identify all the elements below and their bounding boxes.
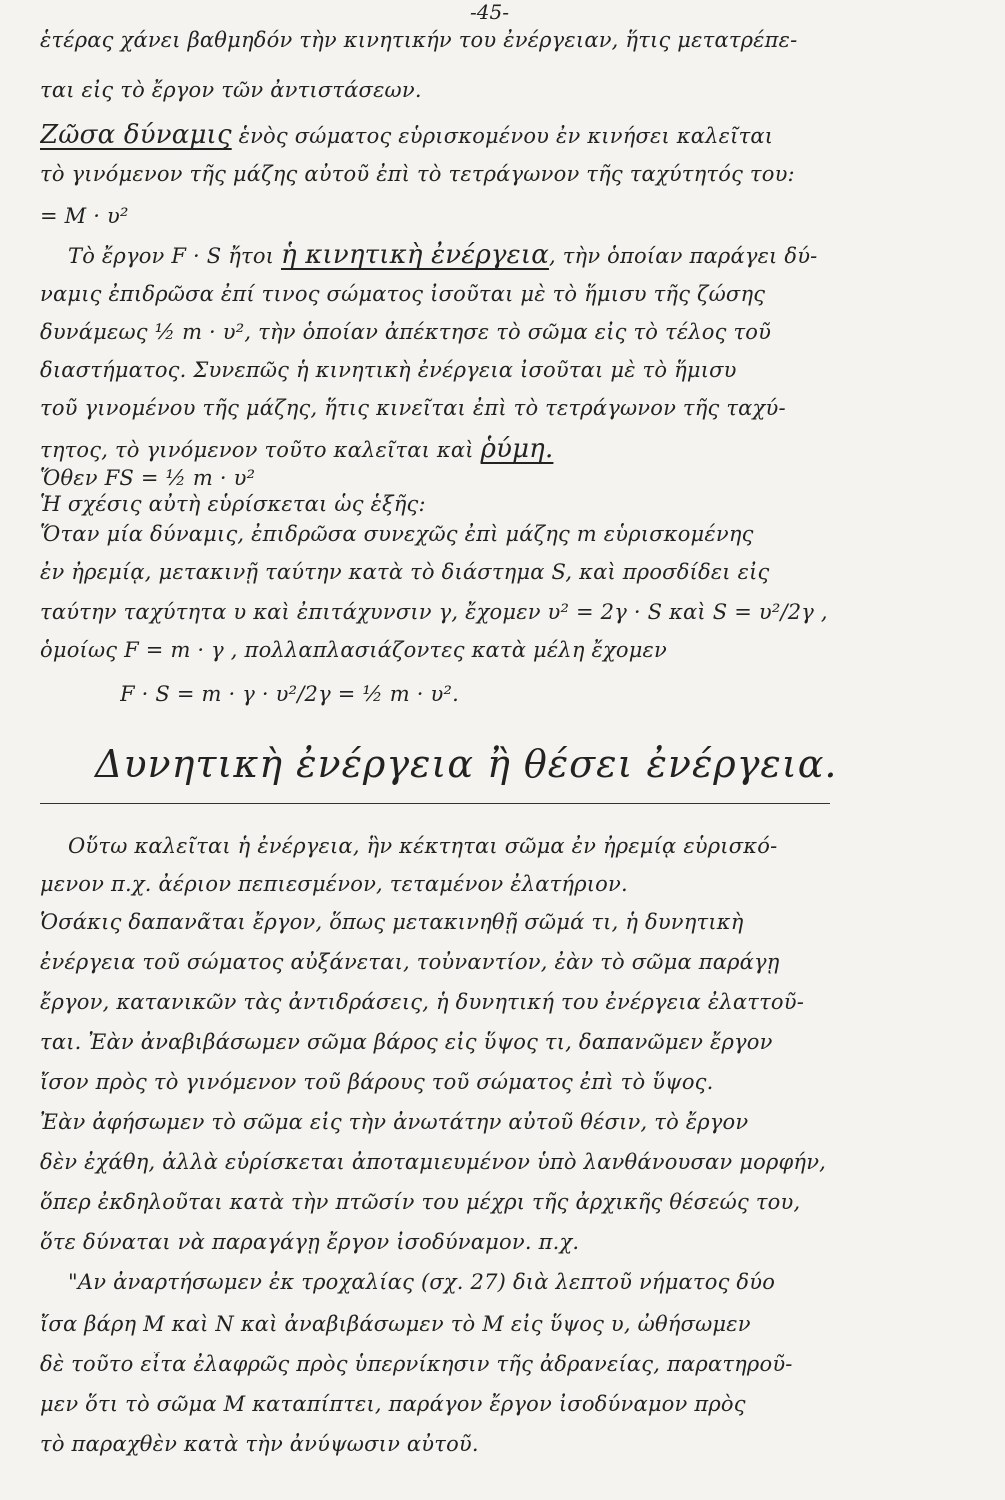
- formula-fs: Ὅθεν FS = ½ m · υ²: [40, 466, 256, 490]
- zosa-dynamis-rest: ἑνὸς σώματος εὑρισκομένου ἐν κινήσει καλεῖται: [231, 124, 774, 148]
- text-line: ὁμοίως F = m · γ , πολλαπλασιάζοντες κατὰ μέλη ἔχομεν: [40, 638, 667, 662]
- body-line: ται. Ἐὰν ἀναβιβάσωμεν σῶμα βάρος εἰς ὕψος τι, δαπανῶμεν ἔργον: [40, 1030, 773, 1054]
- zosa-dynamis-heading: Ζῶσα δύναμις: [40, 120, 232, 150]
- text-line: ται εἰς τὸ ἔργον τῶν ἀντιστάσεων.: [40, 78, 422, 102]
- body-line: μεν ὅτι τὸ σῶμα M καταπίπτει, παράγον ἔργον ἰσοδύναμον πρὸς: [40, 1392, 746, 1416]
- text-span: Τὸ ἔργον F · S ἤτοι: [68, 244, 281, 268]
- text-line: Ἡ σχέσις αὐτὴ εὑρίσκεται ὡς ἑξῆς:: [40, 492, 426, 516]
- kinetic-energy-line: [68, 240, 998, 270]
- body-line: ὅπερ ἐκδηλοῦται κατὰ τὴν πτῶσίν του μέχρι τῆς ἀρχικῆς θέσεώς του,: [40, 1190, 801, 1214]
- text-line: τὸ γινόμενον τῆς μάζης αὐτοῦ ἐπὶ τὸ τετράγωνον τῆς ταχύτητός του:: [40, 162, 795, 186]
- text-line: διαστήματος. Συνεπῶς ἡ κινητικὴ ἐνέργεια ἰσοῦται μὲ τὸ ἥμισυ: [40, 358, 737, 382]
- rymi-line: [40, 434, 970, 464]
- zosa-dynamis-line: [40, 120, 970, 150]
- text-line: τοῦ γινομένου τῆς μάζης, ἥτις κινεῖται ἐπὶ τὸ τετράγωνον τῆς ταχύ-: [40, 396, 786, 420]
- body-line: "Αν ἀναρτήσωμεν ἐκ τροχαλίας (σχ. 27) διὰ λεπτοῦ νήματος δύο: [68, 1270, 776, 1294]
- body-line: ἔργον, κατανικῶν τὰς ἀντιδράσεις, ἡ δυνητική του ἐνέργεια ἐλαττοῦ-: [40, 990, 805, 1014]
- body-line: Ἐὰν ἀφήσωμεν τὸ σῶμα εἰς τὴν ἀνωτάτην αὐτοῦ θέσιν, τὸ ἔργον: [40, 1110, 749, 1134]
- text-line: ναμις ἐπιδρῶσα ἐπί τινος σώματος ἰσοῦται μὲ τὸ ἥμισυ τῆς ζώσης: [40, 282, 766, 306]
- body-line: Ὁσάκις δαπανᾶται ἔργον, ὅπως μετακινηθῇ σῶμά τι, ἡ δυνητικὴ: [40, 910, 744, 934]
- text-line: δυνάμεως ½ m · υ², τὴν ὁποίαν ἀπέκτησε τὸ σῶμα εἰς τὸ τέλος τοῦ: [40, 320, 772, 344]
- text-line: Ὅταν μία δύναμις, ἐπιδρῶσα συνεχῶς ἐπὶ μάζης m εὑρισκομένης: [40, 522, 754, 546]
- text-line: ἐν ἠρεμίᾳ, μετακινῇ ταύτην κατὰ τὸ διάστημα S, καὶ προσδίδει εἰς: [40, 560, 770, 584]
- text-line: ταύτην ταχύτητα υ καὶ ἐπιτάχυνσιν γ, ἔχομεν υ² = 2γ · S καὶ S = υ²/2γ ,: [40, 600, 828, 624]
- body-line: δὲν ἐχάθη, ἀλλὰ εὑρίσκεται ἀποταμιευμένον ὑπὸ λανθάνουσαν μορφήν,: [40, 1150, 827, 1174]
- body-line: ἴσον πρὸς τὸ γινόμενον τοῦ βάρους τοῦ σώματος ἐπὶ τὸ ὕψος.: [40, 1070, 714, 1094]
- page-number: -45-: [470, 0, 509, 24]
- formula-mv2: = M · υ²: [40, 204, 129, 228]
- body-line: τὸ παραχθὲν κατὰ τὴν ἀνύψωσιν αὐτοῦ.: [40, 1432, 479, 1456]
- body-line: ἐνέργεια τοῦ σώματος αὐξάνεται, τοὐναντίον, ἐὰν τὸ σῶμα παράγῃ: [40, 950, 780, 974]
- body-line: Οὕτω καλεῖται ἡ ἐνέργεια, ἣν κέκτηται σῶμα ἐν ἠρεμίᾳ εὑρισκό-: [68, 834, 778, 858]
- rymi-emphasis: ῥύμη.: [480, 434, 554, 464]
- body-line: ὅτε δύναται νὰ παραγάγῃ ἔργον ἰσοδύναμον. π.χ.: [40, 1230, 580, 1254]
- body-line: δὲ τοῦτο εἶτα ἐλαφρῶς πρὸς ὑπερνίκησιν τῆς ἀδρανείας, παρατηροῦ-: [40, 1352, 793, 1376]
- text-line: ἑτέρας χάνει βαθμηδόν τὴν κινητικήν του ἐνέργειαν, ἥτις μετατρέπε-: [40, 28, 798, 52]
- body-line: μενον π.χ. ἀέριον πεπιεσμένον, τεταμένον ἐλατήριον.: [40, 872, 628, 896]
- kinetic-energy-emphasis: ἡ κινητικὴ ἐνέργεια: [281, 240, 549, 270]
- section-title-rule: [40, 803, 830, 804]
- derivation-formula: F · S = m · γ · υ²/2γ = ½ m · υ².: [120, 682, 459, 706]
- body-line: ἴσα βάρη M καὶ N καὶ ἀναβιβάσωμεν τὸ M εἰς ὕψος υ, ὠθήσωμεν: [40, 1312, 751, 1336]
- text-span: , τὴν ὁποίαν παράγει δύ-: [548, 244, 818, 268]
- text-span: τητος, τὸ γινόμενον τοῦτο καλεῖται καὶ: [40, 438, 481, 462]
- section-title: Δυνητικὴ ἐνέργεια ἢ θέσει ἐνέργεια.: [95, 742, 838, 786]
